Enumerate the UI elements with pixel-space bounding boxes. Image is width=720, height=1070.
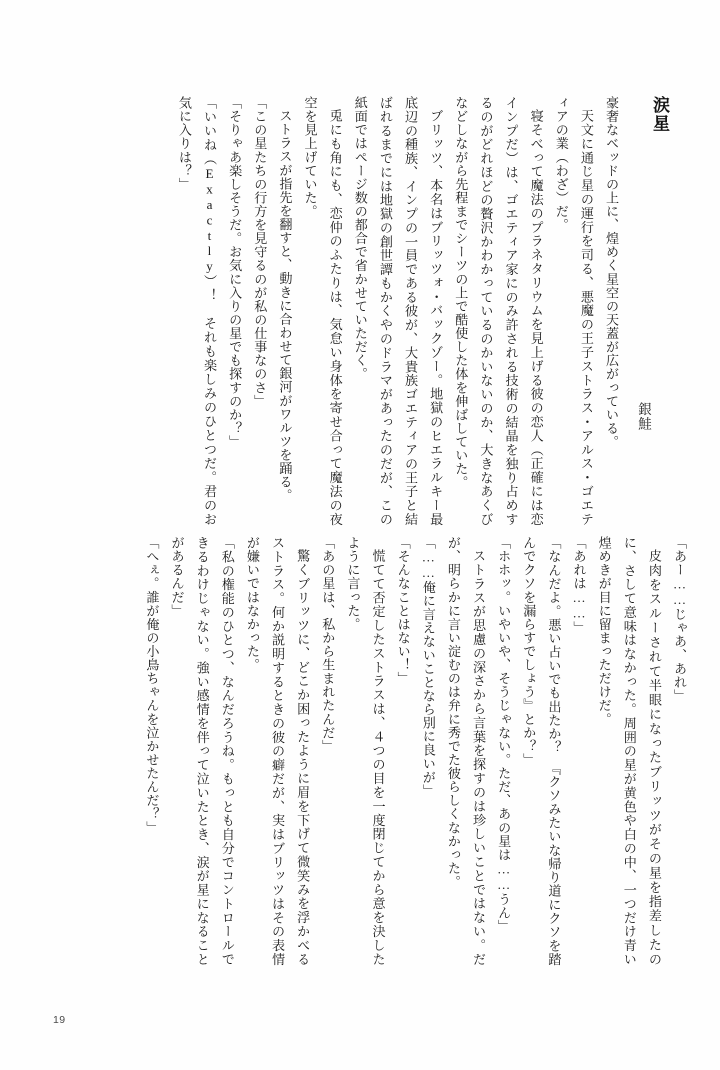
paragraph: 慌てて否定したストラスは、４つの目を一度閉じてから意を決したように言った。	[345, 536, 386, 966]
paragraph: ストラスが思慮の深さから言葉を探すのは珍しいことではない。だが、明らかに言い淀むのは弁に秀でた彼らしくなかった。	[445, 536, 486, 966]
dialogue-line: 「私の権能のひとつ、なんだろうね。もっとも自分でコントロールできるわけじゃない。強い感情を伴って泣いたとき、涙が星になることがあるんだ」	[169, 536, 235, 966]
author-name: 銀鮭	[636, 402, 651, 432]
paragraph: ストラスが指先を翻すと、動きに合わせて銀河がワルツを踊る。	[277, 109, 293, 503]
paragraph: 豪奢なベッドの上に、煌めく星空の天蓋が広がっている。	[604, 96, 619, 449]
body-text-lower	[94, 536, 692, 966]
title-block	[634, 96, 692, 496]
dialogue-line: 「へぇ。誰が俺の小鳥ちゃんを泣かせたんだ？」	[144, 536, 160, 835]
dialogue-line: 「あの星は、私から生まれたんだ」	[320, 536, 336, 753]
page-title: 涙星	[650, 96, 669, 134]
dialogue-line: 「いいね（Exactly）！ それも楽しみのひとつだ。君のお気に入りは？」	[176, 96, 217, 526]
dialogue-line: 「あれは……」	[571, 536, 587, 635]
paragraph: 寝そべって魔法のプラネタリウムを見上げる彼の恋人（正確には恋インプだ）は、ゴエティア家にのみ許される技術の結晶を独り占めするのがどれほどの贅沢かわかっているのかいないのか、大きなあくびなどしながら先程までシーツの上で酷使した体を伸ばしていた。	[453, 96, 544, 526]
paragraph: ブリッツ、本名はブリッツォ・バックゾー。地獄のヒエラルキー最底辺の種族、インプの一員である彼が、大貴族ゴエティアの王子と結ばれるまでには地獄の創世譚もかくやのドラマがあったのだが、この紙面ではページ数の都合で省かせていただく。	[352, 96, 444, 526]
paragraph: 天文に通じ星の運行を司る、悪魔の王子ストラス・アルス・ゴエティアの業（わざ）だ。	[553, 96, 594, 526]
dialogue-line: 「あー……じゃあ、あれ」	[672, 536, 687, 703]
dialogue-line: 「この星たちの行方を見守るのが私の仕事なのさ」	[252, 96, 268, 408]
dialogue-line: 「……俺に言えないことなら別に良いが」	[420, 536, 436, 798]
paragraph: 驚くブリッツに、どこか困ったように眉を下げて微笑みを浮かべるストラス。何か説明するときの彼の癖だが、実はブリッツはその表情が嫌いではなかった。	[244, 536, 311, 966]
dialogue-line: 「そりゃあ楽しそうだ。お気に入りの星でも探すのか？」	[227, 96, 243, 449]
dialogue-line: 「ホホッ。いやいや、そうじゃない。ただ、あの星は……うん」	[496, 536, 512, 933]
dialogue-line: 「なんだよ。悪い占いでも出たか？ 『クソみたいな帰り道にクソを踏んでクソを漏らすでしょう』とか？」	[521, 536, 562, 966]
body-text-upper	[116, 96, 624, 526]
paragraph: 兎にも角にも、恋仲のふたりは、気怠い身体を寄せ合って魔法の夜空を見上げていた。	[302, 96, 343, 526]
page-number: 19	[53, 1014, 66, 1026]
paragraph: 皮肉をスルーされて半眼になったブリッツがその星を指差したのに、さして意味はなかった。周囲の星が黄色や白の中、一つだけ青い煌めきが目に留まっただけだ。	[596, 536, 662, 966]
dialogue-line: 「そんなことはない！」	[395, 536, 411, 686]
